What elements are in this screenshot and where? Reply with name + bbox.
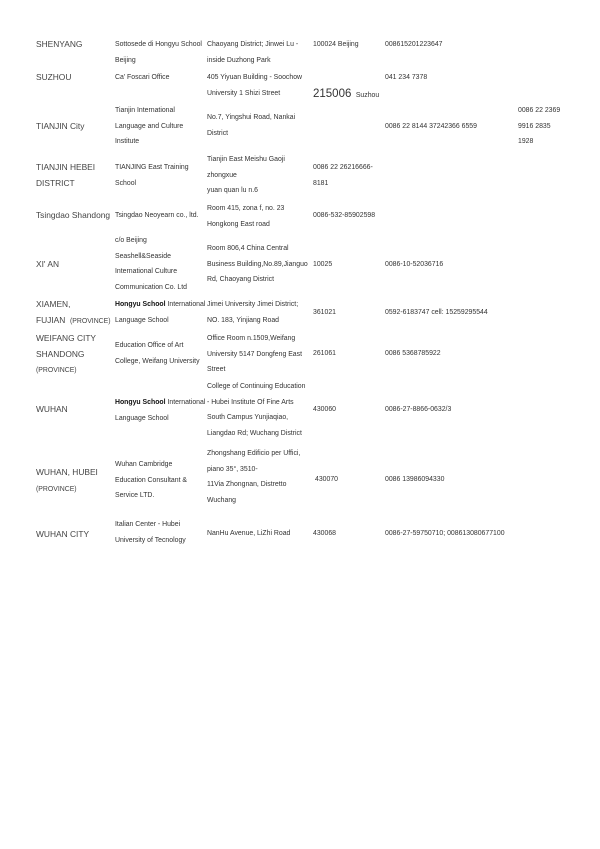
organization-cell: Sottosede di Hongyu School Beijing [115, 41, 202, 64]
phone-cell: 0086 13986094330 [385, 476, 445, 483]
postcode-cell: 215006 Suzhou [313, 88, 380, 100]
phone-cell: 0086-27-8866-0632/3 [385, 406, 452, 413]
organization-cell: Hongyu School International Language School [115, 399, 206, 422]
postcode-cell: 100024 Beijing [313, 41, 359, 48]
address-cell: Tianjin East Meishu Gaoji zhongxue yuan quan lu n.6 [207, 156, 285, 195]
phone-cell: 041 234 7378 [385, 74, 428, 81]
organization-cell: c/o Beijing Seashell&Seaside International Culture Communication Co. Ltd [115, 237, 188, 291]
organization-cell: Wuhan Cambridge Education Consultant & Service LTD. [115, 461, 188, 500]
phone-cell: 0086 5368785922 [385, 350, 441, 357]
organization-cell: TIANJING East Training School [115, 164, 189, 187]
address-cell: Room 415, zona f, no. 23 Hongkong East road [207, 205, 285, 228]
city-cell: XI' AN [36, 259, 60, 269]
postcode-cell: 430070 [315, 476, 338, 483]
organization-cell: Ca' Foscari Office [115, 74, 170, 81]
city-cell: Tsingdao Shandong [36, 210, 111, 220]
city-cell: WUHAN [36, 404, 68, 414]
phone-cell: 0592-6183747 cell: 15259295544 [385, 309, 488, 316]
city-cell: WEIFANG CITY SHANDONG (PROVINCE) [36, 333, 97, 375]
extra-phone-cell: 0086 22 2369 9916 2835 1928 [518, 107, 561, 146]
address-cell: Room 806,4 China Central Business Building,No.89,Jianguo Rd, Chaoyang District [207, 245, 308, 284]
postcode-cell: 430068 [313, 530, 336, 537]
city-cell: WUHAN CITY [36, 529, 90, 539]
address-cell: Chaoyang District; Jinwei Lu - inside Duzhong Park [207, 41, 299, 64]
city-cell: SUZHOU [36, 72, 72, 82]
city-cell: WUHAN, HUBEI (PROVINCE) [36, 467, 98, 493]
address-cell: Jimei University Jimei District; NO. 183, Yinjiang Road [207, 301, 299, 324]
phone-cell: 008615201223647 [385, 41, 443, 48]
organization-cell: Italian Center - Hubei University of Tecnology [115, 521, 186, 544]
city-cell: SHENYANG [36, 39, 83, 49]
address-cell: No.7, Yingshui Road, Nankai District [207, 114, 296, 137]
city-cell: XIAMEN, FUJIAN (PROVINCE) [36, 299, 111, 325]
postcode-cell: 361021 [313, 309, 336, 316]
city-cell: TIANJIN City [36, 121, 85, 131]
organization-cell: Tianjin International Language and Culture Institute [115, 107, 184, 146]
phone-cell: 0086 22 8144 37242366 6559 [385, 123, 477, 130]
address-cell: College of Continuing Education - Hubei Institute Of Fine Arts South Campus Yunjiaqiao, Liangdao Rd; Wuchang District [207, 383, 306, 437]
address-cell: Zhongshang Edificio per Uffici, piano 35°, 3510- 11Via Zhongnan, Distretto Wuchang [207, 450, 301, 504]
organization-cell: Tsingdao Neoyearn co., ltd. [115, 212, 199, 219]
phone-cell: 0086-27-59750710; 008613080677100 [385, 530, 505, 537]
postcode-cell: 261061 [313, 350, 336, 357]
postcode-cell: 10025 [313, 261, 333, 268]
postcode-cell: 0086-532-85902598 [313, 212, 376, 219]
city-cell: TIANJIN HEBEI DISTRICT [36, 162, 96, 188]
organization-cell: Hongyu School International Language School [115, 301, 206, 324]
organization-cell: Education Office of Art College, Weifang University [115, 342, 200, 365]
phone-cell: 0086-10-52036716 [385, 261, 444, 268]
address-cell: 405 Yiyuan Building - Soochow University 1 Shizi Street [207, 74, 303, 97]
address-cell: Office Room n.1509,Weifang University 5147 Dongfeng East Street [207, 335, 302, 374]
postcode-cell: 0086 22 26216666- 8181 [313, 164, 373, 187]
postcode-cell: 430060 [313, 406, 336, 413]
address-cell: NanHu Avenue, LiZhi Road [207, 530, 291, 537]
